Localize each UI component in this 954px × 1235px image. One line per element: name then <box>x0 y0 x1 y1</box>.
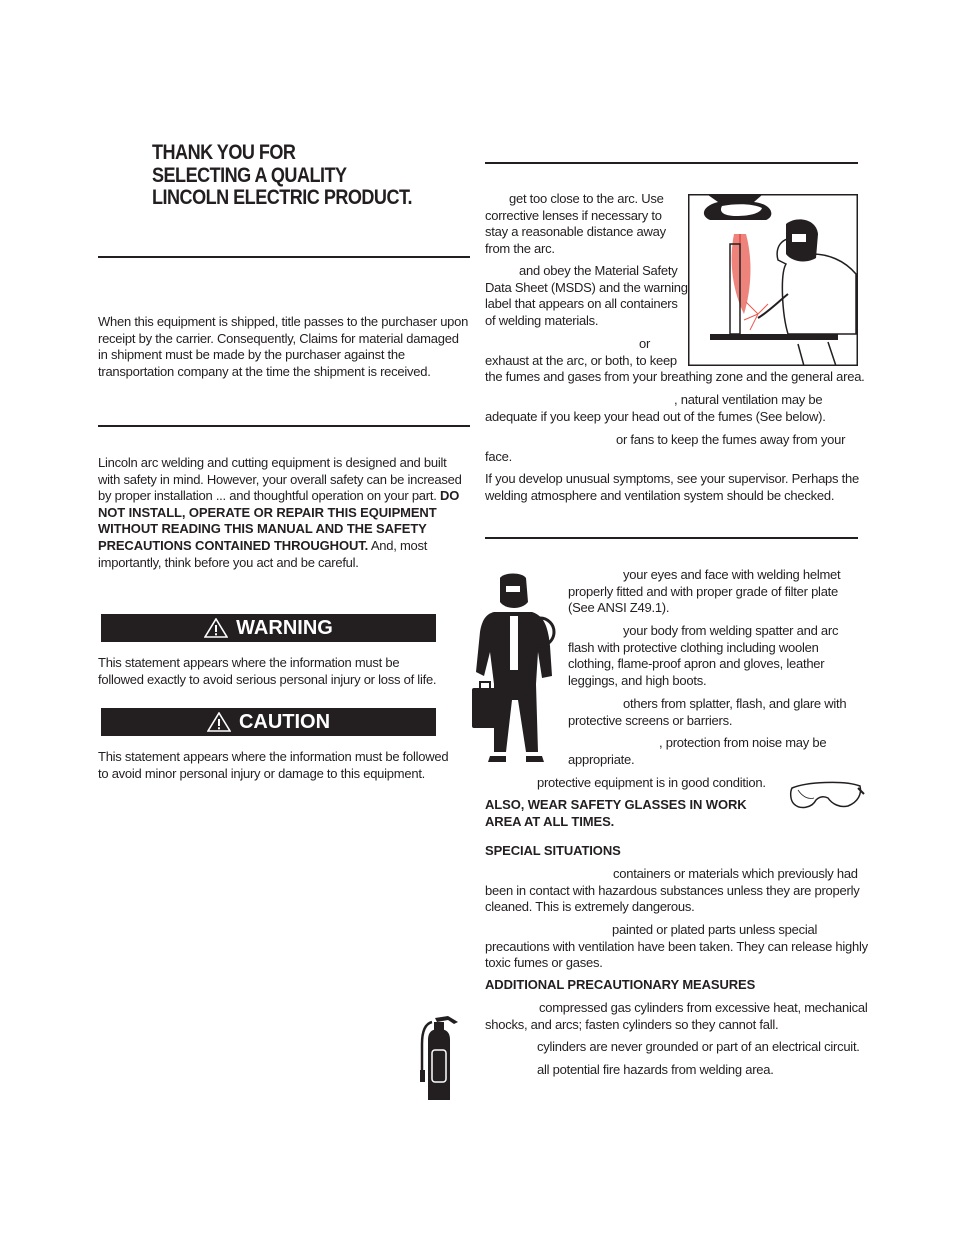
fumes-block-1 <box>485 191 685 257</box>
protection-text-line: flash with protective clothing including woolen <box>568 639 819 655</box>
fumes-text-line: or <box>639 336 651 351</box>
special-situation-2 <box>485 922 868 972</box>
protection-text-line: , protection from noise may be <box>659 735 827 750</box>
fumes-text-line: label that appears on all containers <box>485 296 678 312</box>
protection-text-line: protective screens or barriers. <box>568 712 733 728</box>
warning-description: This statement appears where the information must be followed exactly to avoid serious personal injury or loss of life. <box>98 655 437 687</box>
special-text-line: toxic fumes or gases. <box>485 955 603 971</box>
special-text-line: precautions with ventilation have been taken. They can release highly <box>485 938 868 954</box>
protection-text-line: properly fitted and with proper grade of filter plate <box>568 583 839 599</box>
fumes-text-line: and obey the Material Safety <box>519 263 678 278</box>
additional-measure-1 <box>485 1000 868 1033</box>
protection-text-line: clothing, flame-proof apron and gloves, leather <box>568 656 825 672</box>
fumes-block-3 <box>485 336 865 386</box>
safety-glasses-notice-line: ALSO, WEAR SAFETY GLASSES IN WORK <box>485 797 747 812</box>
protection-block-2 <box>568 623 858 689</box>
page-title <box>152 142 412 210</box>
caution-label: CAUTION <box>238 711 331 733</box>
fire-extinguisher-icon <box>418 1010 462 1102</box>
additional-text-line: shocks, and arcs; fasten cylinders so they cannot fall. <box>485 1016 779 1032</box>
special-situations-heading: SPECIAL SITUATIONS <box>485 843 621 858</box>
caution-banner <box>101 708 436 736</box>
additional-text-line: compressed gas cylinders from excessive heat, mechanical <box>539 1000 868 1015</box>
fumes-block-5 <box>485 432 857 465</box>
safety-glasses-notice-line: AREA AT ALL TIMES. <box>485 813 615 829</box>
section-divider-shipment <box>98 256 470 258</box>
fumes-text-line: of welding materials. <box>485 312 599 328</box>
fumes-text-line: , natural ventilation may be <box>674 392 823 407</box>
safety-glasses-icon <box>786 778 866 812</box>
additional-measure-2: cylinders are never grounded or part of an electrical circuit. <box>537 1039 860 1054</box>
protection-text-line: your eyes and face with welding helmet <box>623 567 841 582</box>
warning-triangle-icon <box>204 618 228 638</box>
fumes-text-line: stay a reasonable distance away <box>485 224 666 240</box>
safety-glasses-notice <box>485 797 785 830</box>
fumes-text-line: the fumes and gases from your breathing zone and the general area. <box>485 369 865 385</box>
shipment-paragraph: When this equipment is shipped, title passes to the purchaser upon receipt by the carrier. Consequently, Claims for material damaged in shipment must be made by the purchaser against the transportation company at the time the shipment is received. <box>98 314 469 379</box>
fumes-text-line: Data Sheet (MSDS) and the warning <box>485 279 688 295</box>
protection-block-3 <box>568 696 858 729</box>
safety-paragraph <box>98 455 470 571</box>
protective-gear-illustration <box>470 572 562 764</box>
section-divider-safety <box>98 425 470 427</box>
warning-banner <box>101 614 436 642</box>
caution-description: This statement appears where the information must be followed to avoid minor personal injury or damage to this equipment. <box>98 749 449 781</box>
fumes-text-line: from the arc. <box>485 240 555 256</box>
protection-condition: protective equipment is in good condition. <box>537 775 766 790</box>
protection-text-line: others from splatter, flash, and glare with <box>623 696 847 711</box>
fumes-block-6 <box>485 471 857 504</box>
warning-triangle-icon <box>207 712 231 732</box>
safety-tail: And, most importantly, think before you act and be careful. <box>98 537 428 570</box>
special-text-line: cleaned. This is extremely dangerous. <box>485 899 695 915</box>
section-divider-protection <box>485 537 858 539</box>
special-situation-1 <box>485 866 860 916</box>
title-line-3: LINCOLN ELECTRIC PRODUCT. <box>152 186 413 209</box>
fumes-text-line: get too close to the arc. Use <box>509 191 664 206</box>
protection-text-line: your body from welding spatter and arc <box>623 623 839 638</box>
protection-block-4 <box>568 735 858 768</box>
fumes-block-2 <box>485 263 688 329</box>
safety-bold-notice: DO NOT INSTALL, OPERATE OR REPAIR THIS EQUIPMENT WITHOUT READING THIS MANUAL AND THE SAFETY PRECAUTIONS CONTAINED THROUGHOUT. <box>98 488 460 553</box>
fumes-text-line: adequate if you keep your head out of the fumes (See below). <box>485 408 826 424</box>
protection-block-1 <box>568 567 858 617</box>
fumes-text-line: If you develop unusual symptoms, see your supervisor. Perhaps the <box>485 471 859 486</box>
additional-measure-3: all potential fire hazards from welding area. <box>537 1062 774 1077</box>
protection-text-line: (See ANSI Z49.1). <box>568 600 670 616</box>
fumes-text-line: face. <box>485 448 512 464</box>
protection-text-line: leggings, and high boots. <box>568 672 707 688</box>
warning-label: WARNING <box>236 617 333 639</box>
fumes-block-4 <box>485 392 857 425</box>
special-text-line: containers or materials which previously had <box>613 866 858 881</box>
title-line-1: THANK YOU FOR <box>152 141 296 164</box>
fumes-text-line: welding atmosphere and ventilation system should be checked. <box>485 487 835 503</box>
title-line-2: SELECTING A QUALITY <box>152 163 347 187</box>
fumes-text-line: corrective lenses if necessary to <box>485 207 662 223</box>
special-text-line: painted or plated parts unless special <box>612 922 818 937</box>
safety-intro: Lincoln arc welding and cutting equipment is designed and built with safety in mind. However, your overall safety can be increased by proper installation ... and thoughtful operation on your part. <box>98 455 462 504</box>
protection-text-line: appropriate. <box>568 751 635 767</box>
additional-measures-heading: ADDITIONAL PRECAUTIONARY MEASURES <box>485 977 756 992</box>
fumes-text-line: exhaust at the arc, or both, to keep <box>485 352 677 368</box>
section-divider-fumes <box>485 162 858 164</box>
fumes-text-line: or fans to keep the fumes away from your <box>616 432 846 447</box>
special-text-line: been in contact with hazardous substances unless they are properly <box>485 882 860 898</box>
